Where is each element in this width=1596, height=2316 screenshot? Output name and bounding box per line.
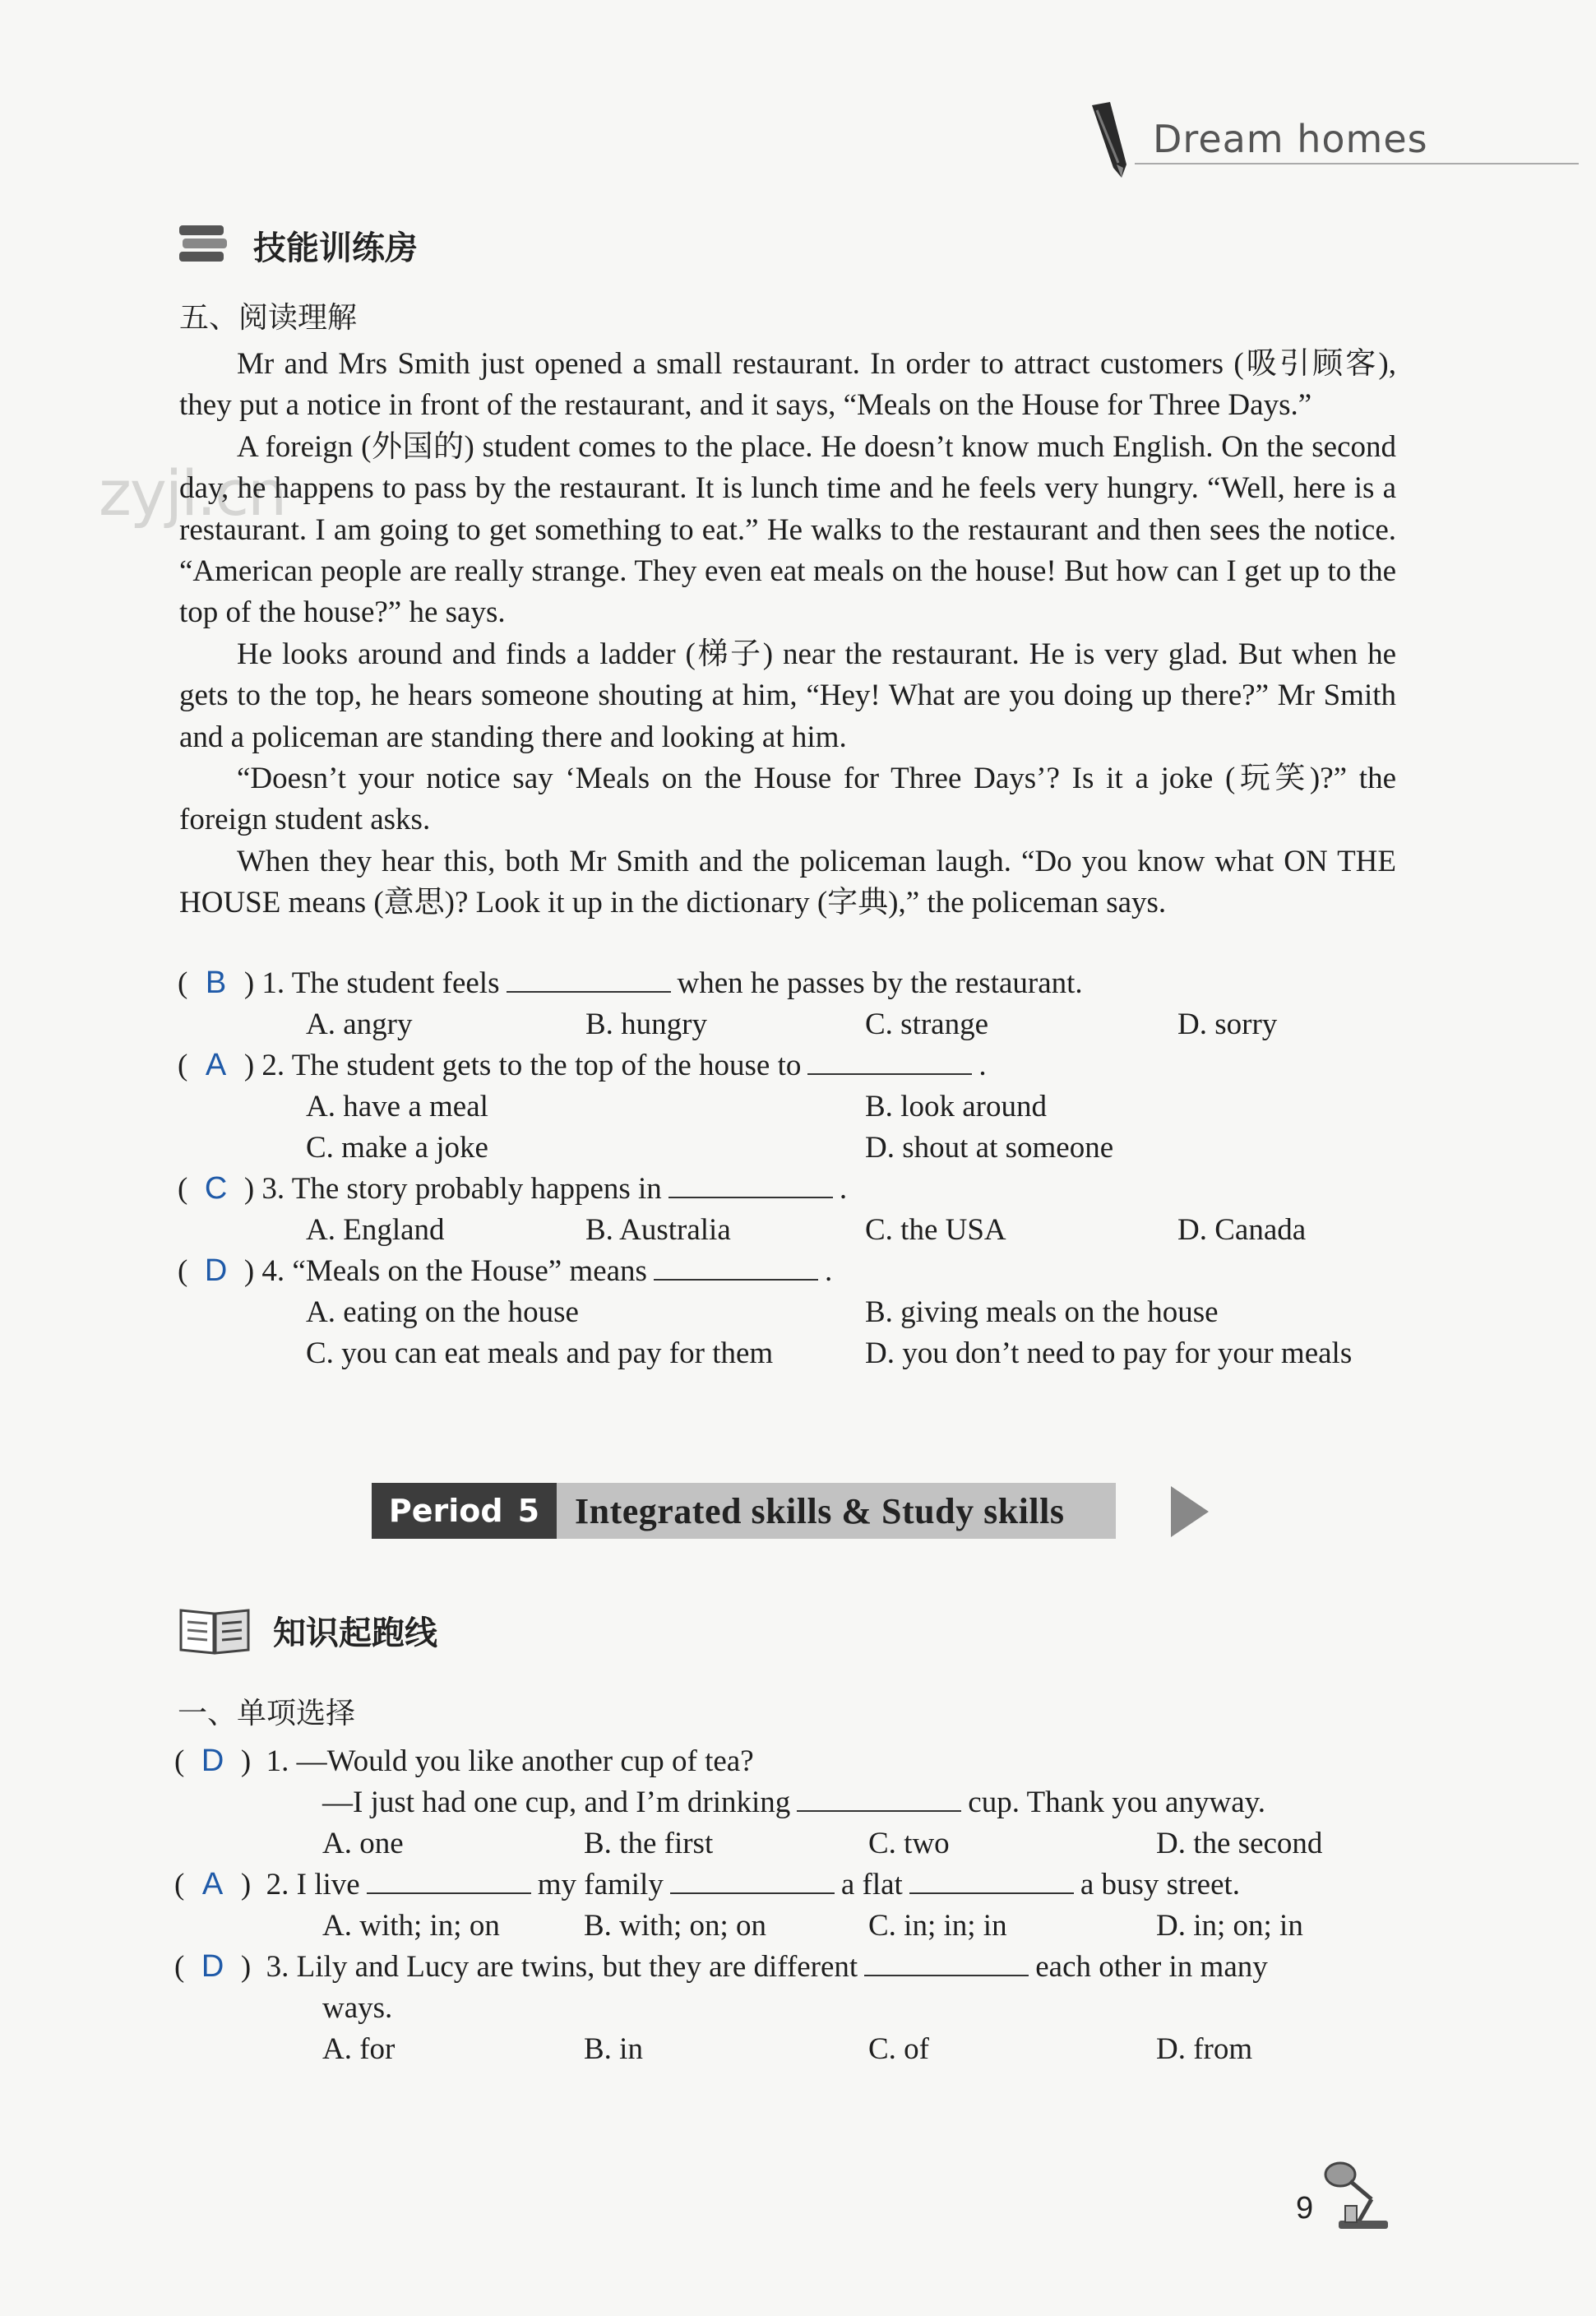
answer-mark: D (201, 1744, 224, 1778)
choice-question-1: ( D ) 1. —Would you like another cup of tea? (174, 1744, 754, 1778)
option: B. the first (584, 1827, 714, 1860)
option: D. sorry (1177, 1007, 1278, 1041)
question-text: 1. The student feels (261, 966, 500, 1000)
question-text: my family (537, 1868, 664, 1901)
option: B. with; on; on (584, 1909, 767, 1943)
question-text: each other in many (1035, 1950, 1268, 1984)
reading-question-2: ( A ) 2. The student gets to the top of the house to . (178, 1048, 987, 1082)
section-heading-knowledge (178, 1604, 437, 1656)
period-number: 5 (517, 1493, 540, 1529)
open-book-icon (178, 1604, 252, 1656)
option: A. eating on the house (306, 1295, 579, 1329)
option: B. giving meals on the house (865, 1295, 1219, 1329)
option: A. have a meal (306, 1090, 488, 1123)
choice-question-1-reply (322, 1785, 1265, 1820)
option: D. in; on; in (1156, 1909, 1303, 1943)
question-text: when he passes by the restaurant. (677, 966, 1083, 1000)
option: D. Canada (1177, 1213, 1307, 1247)
option: A. England (306, 1213, 445, 1247)
answer-mark: D (204, 1253, 228, 1288)
choice-question-3-cont: ways. (322, 1991, 393, 2025)
subheading-choice: 一、单项选择 (178, 1697, 356, 1730)
option: A. for (322, 2032, 396, 2066)
answer-mark: D (201, 1949, 224, 1984)
passage-paragraph: He looks around and finds a ladder (梯子) near the restaurant. He is very glad. But when he gets to the top, he hears someone shouting at him, “Hey! What are you doing up there?” Mr Smith and a policeman are standing there and looking at him. (179, 637, 1396, 754)
choice-question-2: ( A ) 2. I live my family a flat a busy street. (174, 1867, 1241, 1901)
answer-blank (864, 1950, 1029, 1976)
answer-mark: C (204, 1171, 228, 1206)
reading-passage (179, 344, 1396, 924)
section-heading-skills (178, 220, 418, 270)
answer-mark: A (205, 1048, 227, 1082)
option: C. of (868, 2032, 929, 2066)
question-text: a busy street. (1080, 1868, 1241, 1901)
desk-lamp-icon (1322, 2156, 1395, 2232)
answer-blank (670, 1868, 835, 1894)
question-text: —I just had one cup, and I’m drinking (322, 1786, 791, 1819)
header-title: Dream homes (1153, 117, 1428, 161)
passage-paragraph: “Doesn’t your notice say ‘Meals on the House for Three Days’? Is it a joke (玩笑)?” the foreign student asks. (179, 762, 1396, 837)
option: D. shout at someone (865, 1131, 1114, 1165)
period-word: Period (388, 1493, 503, 1529)
passage-paragraph: A foreign (外国的) student comes to the place. He doesn’t know much English. On the second day, he happens to pass by the restaurant. It is lunch time and he feels very hungry. “Well, here is a restaurant. I am going to get something to eat.” He walks to the restaurant and then sees the notice. “American people are really strange. They even eat meals on the house! But how can I get up to the top of the house?” he says. (179, 429, 1396, 630)
option: A. with; in; on (322, 1909, 500, 1943)
reading-question-1: ( B ) 1. The student feels when he passes by the restaurant. (178, 966, 1083, 1000)
question-text: 2. The student gets to the top of the house to (261, 1049, 802, 1082)
option: D. the second (1156, 1827, 1323, 1860)
question-text: 4. “Meals on the House” means (261, 1254, 647, 1288)
option: A. angry (306, 1007, 413, 1041)
answer-blank (807, 1049, 972, 1075)
option: B. look around (865, 1090, 1047, 1123)
page-number: 9 (1296, 2191, 1314, 2226)
answer-blank (797, 1786, 961, 1812)
option: C. the USA (865, 1213, 1006, 1247)
question-text: 1. —Would you like another cup of tea? (266, 1744, 754, 1778)
section-title: 知识起跑线 (273, 1614, 437, 1652)
choice-question-3: ( D ) 3. Lily and Lucy are twins, but they are different each other in many (174, 1949, 1268, 1984)
option: B. Australia (585, 1213, 731, 1247)
answer-blank (909, 1868, 1074, 1894)
answer-blank (654, 1254, 818, 1281)
reading-question-3: ( C ) 3. The story probably happens in . (178, 1171, 848, 1206)
period-title: Integrated skills & Study skills (557, 1483, 1116, 1539)
reading-question-4: ( D ) 4. “Meals on the House” means . (178, 1253, 833, 1288)
running-header (1085, 99, 1579, 181)
answer-mark: B (205, 966, 227, 1000)
question-text: 3. The story probably happens in (261, 1172, 662, 1206)
question-text: cup. Thank you anyway. (968, 1786, 1265, 1819)
watermark: zyjl.cn (99, 456, 286, 530)
option: D. from (1156, 2032, 1253, 2066)
option: C. strange (865, 1007, 989, 1041)
answer-blank (367, 1868, 531, 1894)
answer-blank (668, 1172, 833, 1198)
passage-paragraph: Mr and Mrs Smith just opened a small restaurant. In order to attract customers (吸引顾客), they put a notice in front of the restaurant, and it says, “Meals on the House for Three Days.” (179, 347, 1396, 423)
question-text: . (978, 1049, 987, 1082)
question-text: . (839, 1172, 848, 1206)
option: A. one (322, 1827, 404, 1860)
answer-blank (507, 966, 671, 993)
subheading-reading: 五、阅读理解 (179, 301, 358, 335)
option: C. make a joke (306, 1131, 488, 1165)
option: C. two (868, 1827, 950, 1860)
option: B. hungry (585, 1007, 707, 1041)
answer-mark: A (201, 1867, 224, 1901)
period-banner (372, 1483, 1153, 1539)
option: C. you can eat meals and pay for them (306, 1336, 774, 1370)
section-title: 技能训练房 (253, 229, 418, 267)
option: B. in (584, 2032, 643, 2066)
question-text: . (824, 1254, 833, 1288)
stack-icon (178, 220, 232, 270)
passage-paragraph: When they hear this, both Mr Smith and the policeman laugh. “Do you know what ON THE HOUSE means (意思)? Look it up in the dictionary (字典),” the policeman says. (179, 844, 1396, 920)
question-text: 2. I live (266, 1868, 360, 1901)
header-rule (1135, 163, 1579, 164)
question-text: a flat (840, 1868, 903, 1901)
option: D. you don’t need to pay for your meals (865, 1336, 1353, 1370)
pen-icon (1085, 99, 1135, 181)
option: C. in; in; in (868, 1909, 1007, 1943)
question-text: 3. Lily and Lucy are twins, but they are different (266, 1950, 858, 1984)
arrow-right-icon (1171, 1486, 1209, 1537)
period-label (372, 1483, 557, 1539)
